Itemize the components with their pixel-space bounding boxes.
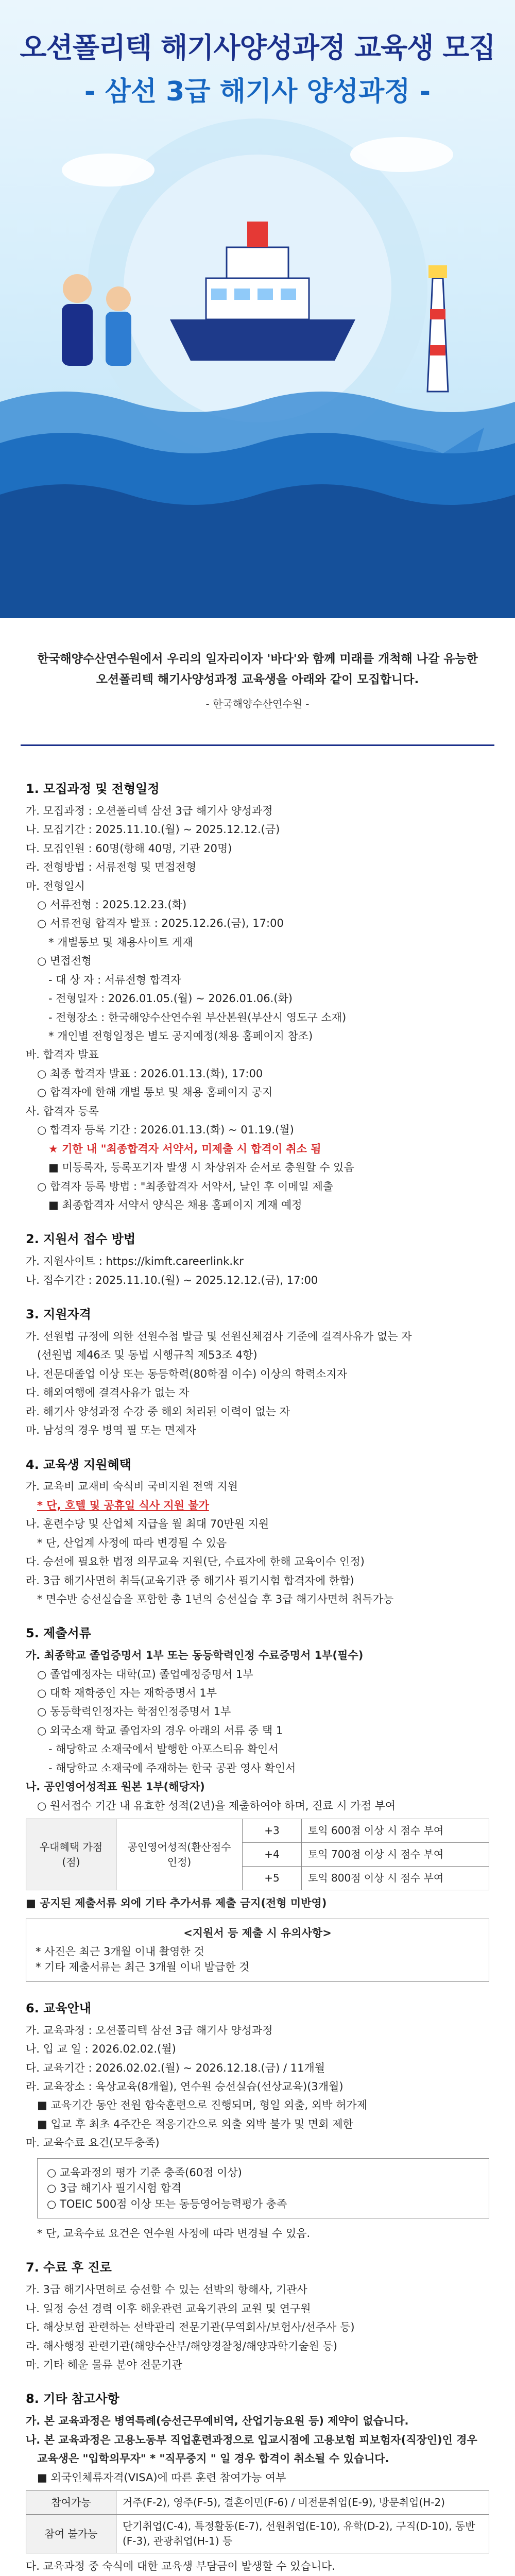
s3-item: 가. 선원법 규정에 의한 선원수첩 발급 및 선원신체검사 기준에 결격사유가 없는 자 xyxy=(26,1330,412,1343)
section-8-title: 8. 기타 참고사항 xyxy=(26,2392,119,2406)
s1-iv-target: - 대 상 자 : 서류전형 합격자 xyxy=(48,973,181,986)
english-score-table xyxy=(26,1819,489,1890)
s2-site[interactable]: 가. 지원사이트 : https://kimft.careerlink.kr xyxy=(26,1255,244,1268)
section-4-title: 4. 교육생 지원혜택 xyxy=(26,1457,131,1472)
s3-item: 마. 남성의 경우 병역 필 또는 면제자 xyxy=(26,1424,196,1437)
section-2-title: 2. 지원서 접수 방법 xyxy=(26,1232,136,1247)
table-cell: 토익 700점 이상 시 점수 부여 xyxy=(302,1843,489,1867)
s1-interview: ○ 면접전형 xyxy=(37,955,92,968)
s7-item: 다. 해상보험 관련하는 선박관리 전문기관(무역회사/보험사/선주사 등) xyxy=(26,2321,355,2334)
s5-ga-sub: - 해당학교 소재국에 주재하는 한국 공관 영사 확인서 xyxy=(48,1761,296,1774)
s6-item-note: * 단, 교육수료 요건은 연수원 사정에 따라 변경될 수 있음. xyxy=(37,2227,311,2240)
s4-item: 다. 승선에 필요한 법정 의무교육 지원(단, 수료자에 한해 교육이수 인정) xyxy=(26,1555,365,1568)
table-row xyxy=(26,2491,489,2515)
table-cell: +5 xyxy=(243,1867,302,1890)
divider xyxy=(21,744,494,746)
intro-section xyxy=(0,618,515,742)
s1-reg-way: ○ 합격자 등록 방법 : "최종합격자 서약서, 날인 후 이메일 제출 xyxy=(37,1180,334,1193)
s4-item: 나. 훈련수당 및 산업체 지급을 월 최대 70만원 지원 xyxy=(26,1518,269,1531)
lighthouse-icon xyxy=(427,265,448,392)
hero-banner xyxy=(0,0,515,618)
intro-signature: - 한국해양수산연수원 - xyxy=(205,698,310,710)
s6-item: 다. 교육기간 : 2026.02.02.(월) ~ 2026.12.18.(금) / 11개월 xyxy=(26,2061,325,2074)
s1-reg-note: ■ 미등록자, 등록포기자 발생 시 차상위자 순서로 충원할 수 있음 xyxy=(48,1161,354,1174)
table-cell: 참여가능 xyxy=(26,2491,116,2515)
s5-ga-item: ○ 졸업예정자는 대학(교) 졸업예정증명서 1부 xyxy=(37,1668,253,1681)
s8-ga: 가. 본 교육과정은 병역특례(승선근무예비역, 산업기능요원 등) 제약이 없습니다. xyxy=(26,2415,409,2428)
hero-subtitle: - 삼선 3급 해기사 양성과정 - xyxy=(84,76,431,107)
s5-ga-item: ○ 외국소재 학교 졸업자의 경우 아래의 서류 중 택 1 xyxy=(37,1724,283,1737)
s8-na2: 교육생은 "입학의무자" * "직무중지 " 일 경우 합격이 취소될 수 있습니다. xyxy=(37,2452,389,2465)
s4-item-note: * 단, 호텔 및 공휴일 식사 지원 불가 xyxy=(37,1499,209,1512)
table-cell: 참여 불가능 xyxy=(26,2515,116,2553)
s1-doc-pass: ○ 서류전형 합격자 발표 : 2025.12.26.(금), 17:00 xyxy=(37,917,284,930)
s4-item: 라. 3급 해기사면허 취득(교육기관 중 해기사 필기시험 합격자에 한함) xyxy=(26,1574,354,1587)
table-header-cell: 우대혜택 가점(점) xyxy=(26,1819,116,1890)
s7-item: 마. 기타 해운 물류 분야 전문기관 xyxy=(26,2359,182,2371)
s1-doc-pass-note: * 개별통보 및 채용사이트 게재 xyxy=(48,936,193,948)
s5-na-item: ○ 원서접수 기간 내 유효한 성적(2년)을 제출하여야 하며, 진료 시 가점 부여 xyxy=(37,1799,396,1812)
caution-box xyxy=(26,1919,489,1982)
s1-item: 가. 모집과정 : 오션폴리텍 삼선 3급 해기사 양성과정 xyxy=(26,804,273,817)
intro-line-2: 오션폴리텍 해기사양성과정 교육생을 아래와 같이 모집합니다. xyxy=(96,673,419,686)
s8-na3: ■ 외국인체류자격(VISA)에 따른 훈련 참여가능 여부 xyxy=(37,2471,286,2484)
s5-ga-sub: - 해당학교 소재국에서 발행한 아포스티유 확인서 xyxy=(48,1743,279,1756)
section-7-title: 7. 수료 후 진로 xyxy=(26,2260,112,2275)
table-row xyxy=(26,1819,489,1843)
section-1-title: 1. 모집과정 및 전형일정 xyxy=(26,782,160,796)
s1-iv-note: * 개인별 전형일정은 별도 공지예정(채용 홈페이지 참조) xyxy=(48,1030,313,1043)
s7-item: 라. 해사행정 관련기관(해양수산부/해양경찰청/해양과학기술원 등) xyxy=(26,2340,337,2352)
notice-body xyxy=(26,762,489,2576)
s4-item: 가. 교육비 교재비 숙식비 국비지원 전액 지원 xyxy=(26,1480,238,1493)
s3-item: 나. 전문대졸업 이상 또는 동등학력(80학점 이수) 이상의 학력소지자 xyxy=(26,1367,347,1380)
table-header-cell: 공인영어성적(환산점수 인정) xyxy=(116,1819,243,1890)
s1-item: 나. 모집기간 : 2025.11.10.(월) ~ 2025.12.12.(금) xyxy=(26,823,280,836)
s1-final-note: ○ 합격자에 한해 개별 통보 및 채용 홈페이지 공지 xyxy=(37,1086,273,1099)
s1-item: 사. 합격자 등록 xyxy=(26,1105,99,1117)
visa-table xyxy=(26,2490,489,2553)
caution-item: * 사진은 최근 3개월 이내 촬영한 것 xyxy=(36,1945,204,1958)
table-cell: 거주(F-2), 영주(F-5), 결혼이민(F-6) / 비전문취업(E-9), 방문취업(H-2) xyxy=(116,2491,489,2515)
s2-period: 나. 접수기간 : 2025.11.10.(월) ~ 2025.12.12.(금), 17:00 xyxy=(26,1274,318,1286)
requirement-item: ○ 교육과정의 평가 기준 충족(60점 이상) xyxy=(47,2166,242,2179)
s1-doc: ○ 서류전형 : 2025.12.23.(화) xyxy=(37,898,187,911)
table-cell: 단기취업(C-4), 특정활동(E-7), 선원취업(E-10), 유학(D-2), 구직(D-10), 동반(F-3), 관광취업(H-1) 등 xyxy=(116,2515,489,2553)
s1-item: 마. 전형일시 xyxy=(26,879,85,892)
section-5-title: 5. 제출서류 xyxy=(26,1626,91,1641)
requirement-item: ○ 3급 해기사 필기시험 합격 xyxy=(47,2182,182,2195)
s3-item: 라. 해기사 양성과정 수강 중 해외 처리된 이력이 없는 자 xyxy=(26,1405,290,1418)
s5-ga: 가. 최종학교 졸업증명서 1부 또는 동등학력인정 수료증명서 1부(필수) xyxy=(26,1649,364,1662)
s1-reg-way-note: ■ 최종합격자 서약서 양식은 채용 홈페이지 게재 예정 xyxy=(48,1198,302,1211)
s1-item: 라. 전형방법 : 서류전형 및 면접전형 xyxy=(26,861,197,874)
s1-iv-place: - 전형장소 : 한국해양수산연수원 부산본원(부산시 영도구 소재) xyxy=(48,1011,347,1024)
s4-item-note: * 면수반 승선실습을 포함한 총 1년의 승선실습 후 3급 해기사면허 취득가능 xyxy=(37,1592,394,1605)
s7-item: 가. 3급 해기사면허로 승선할 수 있는 선박의 항해사, 기관사 xyxy=(26,2283,307,2296)
s4-item-note: * 단, 산업계 사정에 따라 변경될 수 있음 xyxy=(37,1536,227,1549)
s3-item: 다. 해외여행에 결격사유가 없는 자 xyxy=(26,1386,190,1399)
requirement-item: ○ TOEIC 500점 이상 또는 동등영어능력평가 충족 xyxy=(47,2197,287,2210)
s5-ga-item: ○ 동등학력인정자는 학점인정증명서 1부 xyxy=(37,1705,231,1718)
table-cell: 토익 800점 이상 시 점수 부여 xyxy=(302,1867,489,1890)
s1-item: 바. 합격자 발표 xyxy=(26,1048,99,1061)
s5-ga-item: ○ 대학 재학중인 자는 재학증명서 1부 xyxy=(37,1687,217,1700)
s3-item-note: (선원법 제46조 및 동법 시행규칙 제53조 4항) xyxy=(37,1349,258,1362)
table-cell: +3 xyxy=(243,1819,302,1843)
section-6-title: 6. 교육안내 xyxy=(26,2001,91,2015)
caution-item: * 기타 제출서류는 최근 3개월 이내 발급한 것 xyxy=(36,1961,250,1974)
s1-iv-period: - 전형일자 : 2026.01.05.(월) ~ 2026.01.06.(화) xyxy=(48,992,293,1005)
hero-title: 오션폴리텍 해기사양성과정 교육생 모집 xyxy=(20,31,495,64)
s8-item: 다. 교육과정 중 숙식에 대한 교육생 부담금이 발생할 수 있습니다. xyxy=(26,2560,335,2572)
table-cell: 토익 600점 이상 시 점수 부여 xyxy=(302,1819,489,1843)
s1-item: 다. 모집인원 : 60명(항해 40명, 기관 20명) xyxy=(26,842,232,855)
s1-reg: ○ 합격자 등록 기간 : 2026.01.13.(화) ~ 01.19.(월) xyxy=(37,1124,294,1137)
table-row xyxy=(26,2515,489,2553)
intro-line-1: 한국해양수산연수원에서 우리의 일자리이자 '바다'와 함께 미래를 개척해 나갈 유능한 xyxy=(37,652,478,666)
caution-box-title: <지원서 등 제출 시 유의사항> xyxy=(183,1926,332,1939)
s8-na: 나. 본 교육과정은 고용노동부 직업훈련과정으로 입교시점에 고용보험 피보험자(직장인)인 경우 xyxy=(26,2433,477,2446)
table-cell: +4 xyxy=(243,1843,302,1867)
s6-item: 나. 입 교 일 : 2026.02.02.(월) xyxy=(26,2043,176,2056)
s1-final: ○ 최종 합격자 발표 : 2026.01.13.(화), 17:00 xyxy=(37,1067,263,1080)
s6-item: 라. 교육장소 : 육상교육(8개월), 연수원 승선실습(선상교육)(3개월) xyxy=(26,2080,344,2093)
s6-item: 가. 교육과정 : 오션폴리텍 삼선 3급 해기사 양성과정 xyxy=(26,2024,273,2037)
s6-item-note: ■ 입교 후 최초 4주간은 적응기간으로 외출 외박 불가 및 면회 제한 xyxy=(37,2117,353,2130)
s1-reg-warning: ★ 기한 내 "최종합격자 서약서, 미제출 시 합격이 취소 됨 xyxy=(48,1142,321,1155)
s6-item: 마. 교육수료 요건(모두충족) xyxy=(26,2137,160,2149)
s5-na: 나. 공인영어성적표 원본 1부(해당자) xyxy=(26,1781,205,1793)
completion-requirements-box xyxy=(37,2158,489,2218)
s7-item: 나. 일정 승선 경력 이후 해운관련 교육기관의 교원 및 연구원 xyxy=(26,2302,311,2315)
s5-final-note: ■ 공지된 제출서류 외에 기타 추가서류 제출 금지(전형 미반영) xyxy=(26,1897,327,1910)
section-3-title: 3. 지원자격 xyxy=(26,1307,91,1322)
s6-item-note: ■ 교육기간 동안 전원 합숙훈련으로 진행되며, 형일 외출, 외박 허가제 xyxy=(37,2099,367,2112)
